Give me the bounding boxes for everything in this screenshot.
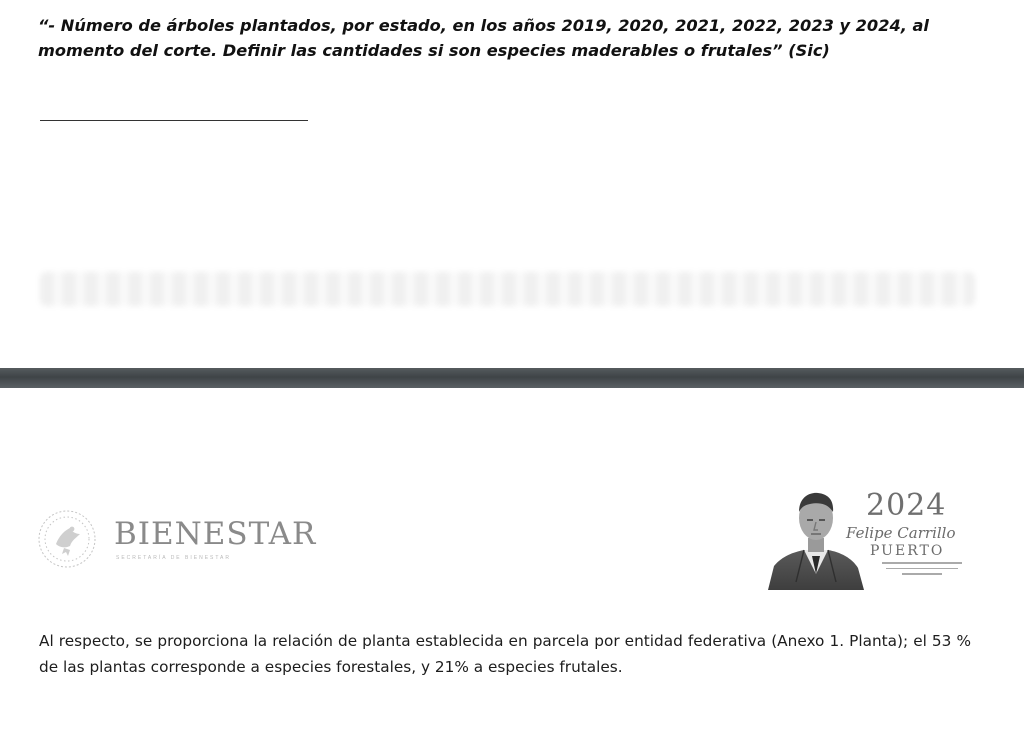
year-2024: 2024 bbox=[866, 488, 947, 523]
question-heading: “- Número de árboles plantados, por estado, en los años 2019, 2020, 2021, 2022, 2023 y 2024, al momento del corte. Definir las cantidades si son especies maderables o frutales” (Sic) bbox=[38, 16, 929, 60]
felipe-carrillo-puerto-logo bbox=[762, 482, 984, 590]
bienestar-subtitle: SECRETARÍA DE BIENESTAR bbox=[116, 555, 231, 561]
footnote-divider bbox=[40, 120, 308, 121]
eagle-seal-icon bbox=[36, 508, 98, 570]
bleed-through-band bbox=[40, 272, 975, 306]
page-separator bbox=[0, 368, 1024, 388]
lower-page bbox=[0, 388, 1024, 729]
bienestar-logo bbox=[36, 506, 356, 566]
name-puerto: PUERTO bbox=[870, 543, 945, 559]
bienestar-wordmark: BIENESTAR bbox=[114, 516, 317, 552]
name-felipe-carrillo: Felipe Carrillo bbox=[846, 524, 956, 542]
body-paragraph: Al respecto, se proporciona la relación de planta establecida en parcela por entidad federativa (Anexo 1. Planta); el 53 % de las plantas corresponde a especies forestales, y 21% a especies frutales. bbox=[39, 632, 971, 676]
logo-fineprint bbox=[882, 562, 962, 582]
